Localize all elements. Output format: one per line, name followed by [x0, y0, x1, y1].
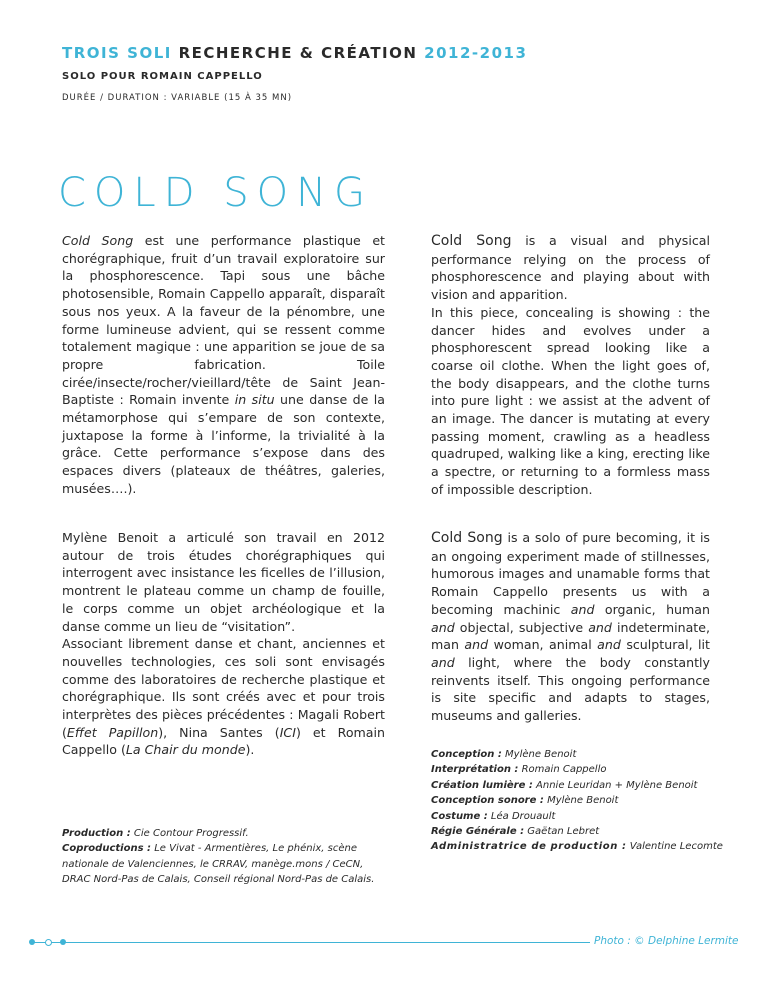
credit-row — [431, 793, 731, 808]
series-middle: RECHERCHE & CRÉATION — [178, 44, 418, 62]
credit-label: Administratrice de production : — [431, 841, 627, 853]
french-paragraph-1 — [62, 232, 385, 498]
emphasis: and — [570, 601, 595, 617]
emphasis: Effet Papillon — [66, 724, 159, 740]
work-title: Cold Song — [431, 530, 503, 546]
credit-value: Gaëtan Lebret — [524, 826, 600, 838]
credit-value: Mylène Benoit — [501, 749, 577, 760]
text-segment: ) et Romain Cappello ( — [62, 724, 385, 758]
credit-row — [431, 809, 731, 824]
credit-row — [431, 824, 731, 839]
credit-label: Production : — [62, 828, 131, 839]
credit-row — [431, 762, 731, 777]
text-segment: is a visual and physical performance relying on the process of phosphorescence and playing about with vision and apparition. — [431, 233, 711, 303]
credit-label: Régie Générale : — [431, 826, 525, 838]
text-segment: sculptural, lit — [620, 637, 710, 653]
photo-credit: Photo : © Delphine Lermite — [594, 935, 739, 947]
series-title — [62, 44, 712, 62]
english-paragraph-2 — [431, 529, 710, 725]
credit-label: Conception : — [431, 749, 502, 760]
work-title: Cold Song — [431, 233, 512, 249]
text-segment: indeterminate, man — [431, 619, 710, 653]
duration: DURÉE / DURATION : VARIABLE (15 À 35 MN) — [62, 93, 293, 103]
text-segment: est une performance plastique et chorégraphique, fruit d’un travail exploratoire sur la phosphorescence. Tapi sous une bâche photosensible, Romain Cappello apparaît, disparaît sous nos yeux. A la faveur de la pénombre, une forme lumineuse advient, qui se ressent comme totalement magique : une apparition se joue de sa propre fabrication. Toile cirée/insecte/rocher/vieillard/tête de Saint Jean-Baptiste : Romain invente — [62, 233, 385, 408]
emphasis: and — [431, 654, 455, 670]
credit-value: Cie Contour Progressif. — [130, 828, 249, 839]
credit-value: Léa Drouault — [487, 810, 556, 822]
credit-row — [431, 839, 731, 854]
series-years: 2012-2013 — [424, 44, 528, 62]
page-title: COLD SONG — [58, 170, 374, 216]
text-segment: ), Nina Santes ( — [158, 724, 280, 740]
credit-value: Valentine Lecomte — [626, 841, 723, 853]
emphasis: and — [588, 619, 612, 635]
text-segment: In this piece, concealing is showing : the dancer hides and evolves under a phosphorescent spread looking like a coarse oil clothe. When the light goes of, the body disappears, and the clothe turns into pure light : we assist at the advent of an image. The dancer is mutating at every passing moment, crawling as a headless quadruped, walking like a king, erecting like a spectre, or returning to a formless mass of impossible description. — [431, 304, 710, 497]
artistic-credits — [431, 747, 731, 855]
text-segment: organic, human — [594, 601, 710, 617]
credit-label: Interprétation : — [431, 764, 519, 776]
credit-value: Annie Leuridan + Mylène Benoit — [532, 779, 698, 791]
emphasis: and — [431, 619, 455, 635]
footer-dot — [60, 939, 66, 945]
header — [62, 44, 712, 104]
emphasis: and — [464, 637, 489, 653]
credit-row — [431, 747, 731, 762]
text-segment: une danse de la métamorphose qui s’empare de son contexte, juxtapose la forme à l’informe, la trivialité à la grâce. Cette performance s’expose dans des espaces divers (plateaux de théâtres, galeries, musées….). — [62, 392, 386, 496]
credit-value: Romain Cappello — [518, 764, 607, 776]
text-segment: Associant librement danse et chant, anciennes et nouvelles technologies, ces soli sont envisagés comme des laboratoires de recherche plastique et chorégraphique. Ils sont créés avec et pour trois interprètes des pièces précédentes : Magali Robert ( — [62, 636, 385, 740]
text-segment: light, where the body constantly reinvents itself. This ongoing performance is site specific and adapts to stages, museums and galleries. — [431, 654, 710, 724]
production-credits — [62, 826, 392, 888]
work-title: Cold Song — [62, 233, 134, 248]
credit-label: Costume : — [431, 810, 488, 822]
text-segment: woman, animal — [488, 637, 598, 653]
series-prefix: TROIS SOLI — [62, 44, 172, 62]
text-segment: is a solo of pure becoming, it is an ongoing experiment made of stillnesses, humorous images and unamable forms that Romain Cappello presents us with a becoming machinic — [431, 530, 710, 617]
credit-label: Conception sonore : — [431, 795, 544, 807]
solo-for: SOLO POUR ROMAIN CAPPELLO — [62, 71, 263, 82]
text-segment: ). — [245, 742, 255, 758]
credit-value: Mylène Benoit — [543, 795, 619, 807]
english-paragraph-1 — [431, 232, 710, 499]
credit-value: Le Vivat - Armentières, Le phénix, scène nationale de Valenciennes, le CRRAV, manège.mons / CeCN, DRAC Nord-Pas de Calais, Conseil régional Nord-Pas de Calais. — [62, 843, 375, 886]
text-segment: Mylène Benoit a articulé son travail en 2012 autour de trois études chorégraphiques qui interrogent avec insistance les ficelles de l’illusion, montrent le plateau comme un champ de fouille, le corps comme un objet archéologique et la danse comme un lieu de “visitation”. — [62, 530, 385, 634]
emphasis: ICI — [279, 724, 296, 740]
footer-dot — [29, 939, 35, 945]
emphasis: and — [597, 637, 621, 653]
emphasis: La Chair du monde — [125, 742, 246, 758]
footer-rule — [30, 942, 590, 943]
credit-label: Coproductions : — [62, 843, 152, 855]
text-segment: objectal, subjective — [454, 619, 589, 635]
french-paragraph-2 — [62, 529, 385, 759]
emphasis: in situ — [234, 392, 275, 408]
credit-row — [431, 778, 731, 793]
credit-label: Création lumière : — [431, 779, 533, 791]
footer-dot — [45, 939, 52, 946]
